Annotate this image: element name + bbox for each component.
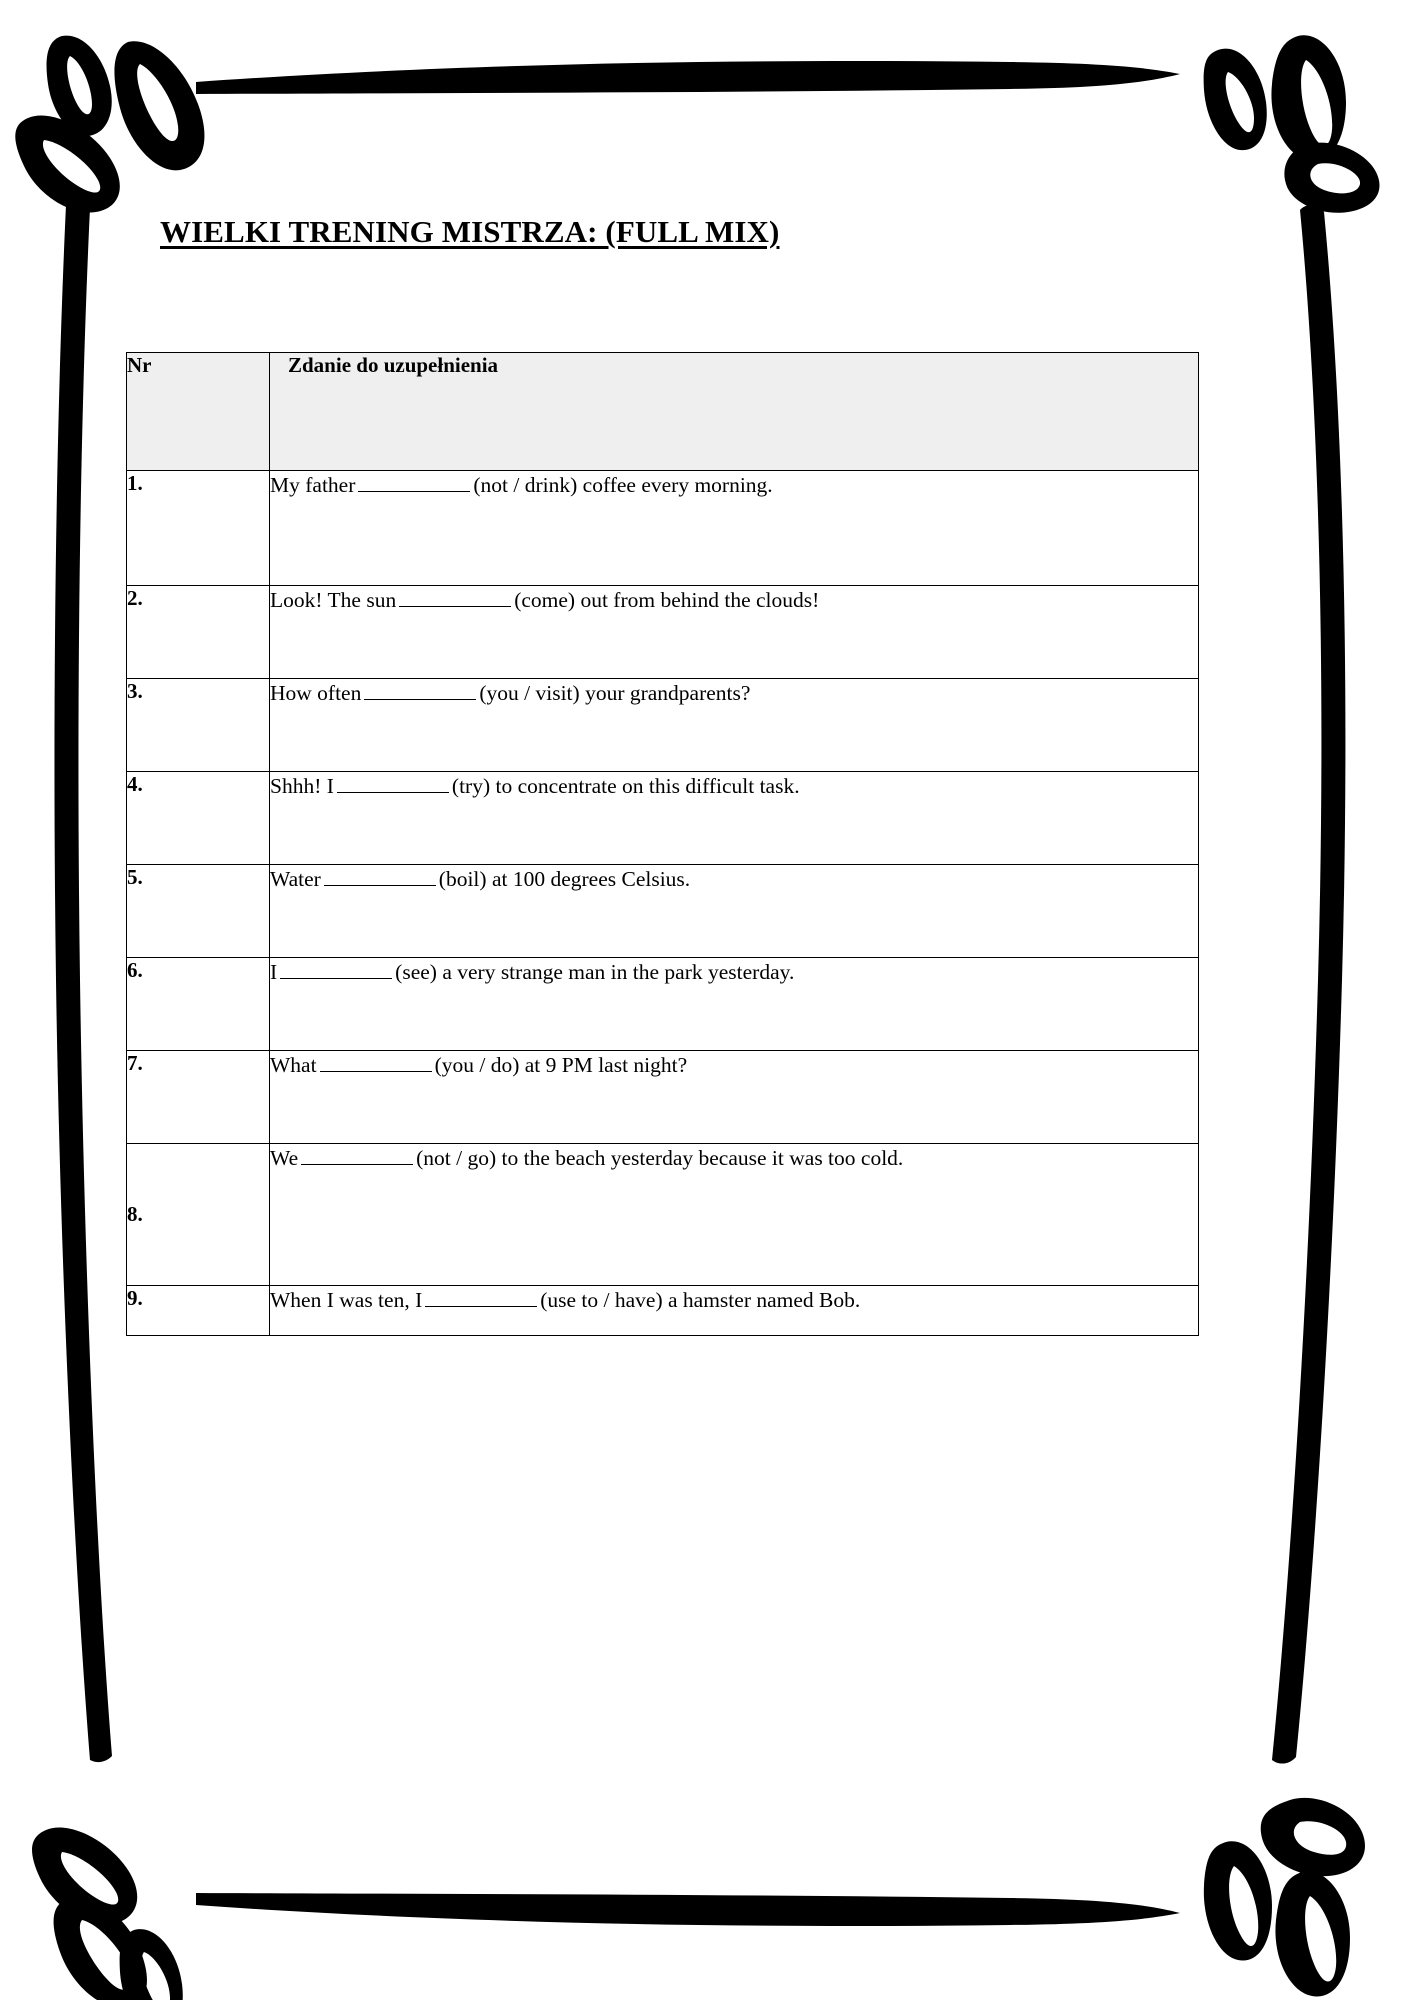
answer-blank[interactable] bbox=[425, 1287, 537, 1307]
sentence-before: We bbox=[270, 1146, 299, 1170]
sentence-before: What bbox=[270, 1053, 317, 1077]
table-row bbox=[127, 471, 1199, 586]
table-row bbox=[127, 1144, 1199, 1286]
exercise-table bbox=[126, 352, 1199, 1336]
table-row bbox=[127, 586, 1199, 679]
sentence-cell bbox=[270, 958, 1199, 1051]
sentence-cell bbox=[270, 679, 1199, 772]
sentence-after: (boil) at 100 degrees Celsius. bbox=[438, 867, 691, 891]
table-row bbox=[127, 1286, 1199, 1336]
row-number: 3. bbox=[127, 679, 270, 772]
sentence-after: (not / drink) coffee every morning. bbox=[473, 473, 773, 497]
row-number: 2. bbox=[127, 586, 270, 679]
answer-blank[interactable] bbox=[358, 472, 470, 492]
column-header-sentence: Zdanie do uzupełnienia bbox=[270, 353, 1199, 471]
table-body bbox=[127, 471, 1199, 1336]
answer-blank[interactable] bbox=[301, 1145, 413, 1165]
sentence-cell bbox=[270, 865, 1199, 958]
table-row bbox=[127, 772, 1199, 865]
row-number: 9. bbox=[127, 1286, 270, 1336]
row-number: 5. bbox=[127, 865, 270, 958]
answer-blank[interactable] bbox=[337, 773, 449, 793]
sentence-after: (try) to concentrate on this difficult task. bbox=[451, 774, 800, 798]
sentence-cell bbox=[270, 1051, 1199, 1144]
row-number: 8. bbox=[127, 1144, 270, 1286]
table-row bbox=[127, 1051, 1199, 1144]
column-header-nr: Nr bbox=[127, 353, 270, 471]
row-number: 4. bbox=[127, 772, 270, 865]
sentence-cell bbox=[270, 586, 1199, 679]
sentence-after: (you / do) at 9 PM last night? bbox=[434, 1053, 688, 1077]
sentence-cell bbox=[270, 1144, 1199, 1286]
sentence-after: (not / go) to the beach yesterday because it was too cold. bbox=[416, 1146, 904, 1170]
table-header-row bbox=[127, 353, 1199, 471]
table-row bbox=[127, 865, 1199, 958]
sentence-before: My father bbox=[270, 473, 356, 497]
row-number: 1. bbox=[127, 471, 270, 586]
answer-blank[interactable] bbox=[364, 680, 476, 700]
answer-blank[interactable] bbox=[320, 1052, 432, 1072]
sentence-after: (come) out from behind the clouds! bbox=[514, 588, 820, 612]
row-number: 6. bbox=[127, 958, 270, 1051]
table-row bbox=[127, 958, 1199, 1051]
sentence-before: How often bbox=[270, 681, 362, 705]
answer-blank[interactable] bbox=[280, 959, 392, 979]
page-title: WIELKI TRENING MISTRZA: (FULL MIX) bbox=[160, 214, 780, 249]
sentence-before: Shhh! I bbox=[270, 774, 334, 798]
sentence-before: Water bbox=[270, 867, 321, 891]
sentence-cell bbox=[270, 1286, 1199, 1336]
sentence-before: Look! The sun bbox=[270, 588, 397, 612]
sentence-before: When I was ten, I bbox=[270, 1288, 423, 1312]
sentence-cell bbox=[270, 471, 1199, 586]
sentence-before: I bbox=[270, 960, 278, 984]
answer-blank[interactable] bbox=[399, 587, 511, 607]
row-number: 7. bbox=[127, 1051, 270, 1144]
sentence-cell bbox=[270, 772, 1199, 865]
sentence-after: (see) a very strange man in the park yesterday. bbox=[395, 960, 795, 984]
table-row bbox=[127, 679, 1199, 772]
answer-blank[interactable] bbox=[324, 866, 436, 886]
sentence-after: (you / visit) your grandparents? bbox=[479, 681, 751, 705]
sentence-after: (use to / have) a hamster named Bob. bbox=[540, 1288, 861, 1312]
